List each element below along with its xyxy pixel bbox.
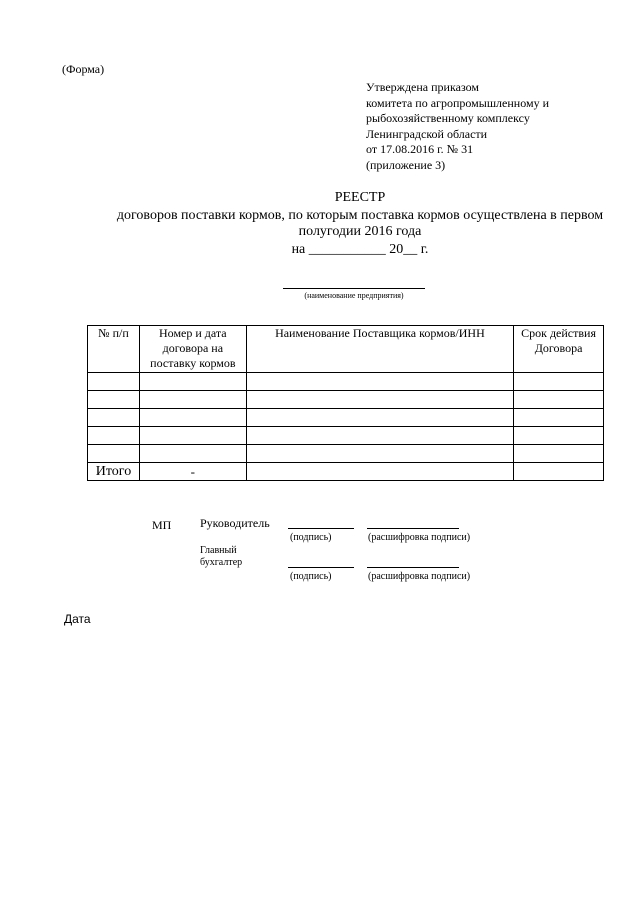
head-decoding-line[interactable] [367,528,459,529]
column-header-term: Срок действия Договора [514,326,604,373]
organization-name-line [283,288,425,289]
table-row [88,391,604,409]
registry-table [87,325,604,481]
table-cell[interactable] [246,427,513,445]
table-cell[interactable] [139,409,246,427]
table-cell[interactable] [246,373,513,391]
table-cell[interactable] [246,409,513,427]
column-header-number: № п/п [88,326,140,373]
table-cell[interactable] [88,445,140,463]
table-cell[interactable] [139,391,246,409]
accountant-signature-line[interactable] [288,567,354,568]
accountant-decoding-caption: (расшифровка подписи) [368,571,471,582]
head-label: Руководитель [200,516,270,530]
table-header-row [88,326,604,373]
stamp-label: МП [152,518,172,532]
table-row [88,373,604,391]
table-cell[interactable] [88,409,140,427]
accountant-signature-caption: (подпись) [290,571,332,582]
date-label: Дата [64,612,91,626]
accountant-label-line2: бухгалтер [200,557,243,568]
head-decoding-caption: (расшифровка подписи) [368,532,471,543]
table-cell[interactable] [88,373,140,391]
head-signature-caption: (подпись) [290,532,332,543]
approval-line: Ленинградской области [366,126,488,141]
table-cell[interactable] [139,427,246,445]
approval-line: (приложение 3) [366,157,446,172]
organization-caption: (наименование предприятия) [304,291,404,300]
accountant-decoding-line[interactable] [367,567,459,568]
table-cell[interactable] [514,445,604,463]
approval-line: рыбохозяйственному комплексу [366,111,530,125]
table-cell[interactable] [246,463,513,481]
approval-line: Утверждена приказом [366,80,479,94]
table-cell[interactable] [514,427,604,445]
document-title: РЕЕСТР [334,190,386,205]
table-cell[interactable] [514,463,604,481]
table-cell[interactable] [514,391,604,409]
period-line: на ___________ 20__ г. [291,242,429,257]
table-cell[interactable] [514,409,604,427]
table-cell[interactable] [246,391,513,409]
form-label: (Форма) [62,62,105,76]
table-row [88,409,604,427]
total-value: - [139,463,246,481]
approval-line: от 17.08.2016 г. № 31 [366,142,474,156]
document-subtitle: договоров поставки кормов, по которым поставка кормов осуществлена в первом полугодии 2016 года [116,208,604,239]
head-signature-line[interactable] [288,528,354,529]
table-cell[interactable] [246,445,513,463]
approval-line: комитета по агропромышленному и [366,95,549,110]
table-total-row [88,463,604,481]
table-cell[interactable] [139,373,246,391]
column-header-contract: Номер и дата договора на поставку кормов [139,326,246,373]
total-label: Итого [88,463,140,481]
table-row [88,427,604,445]
table-cell[interactable] [514,373,604,391]
table-cell[interactable] [88,391,140,409]
accountant-label-line1: Главный [200,545,237,556]
table-cell[interactable] [88,427,140,445]
column-header-supplier: Наименование Поставщика кормов/ИНН [246,326,513,373]
table-row [88,445,604,463]
table-cell[interactable] [139,445,246,463]
approval-block [366,80,549,173]
